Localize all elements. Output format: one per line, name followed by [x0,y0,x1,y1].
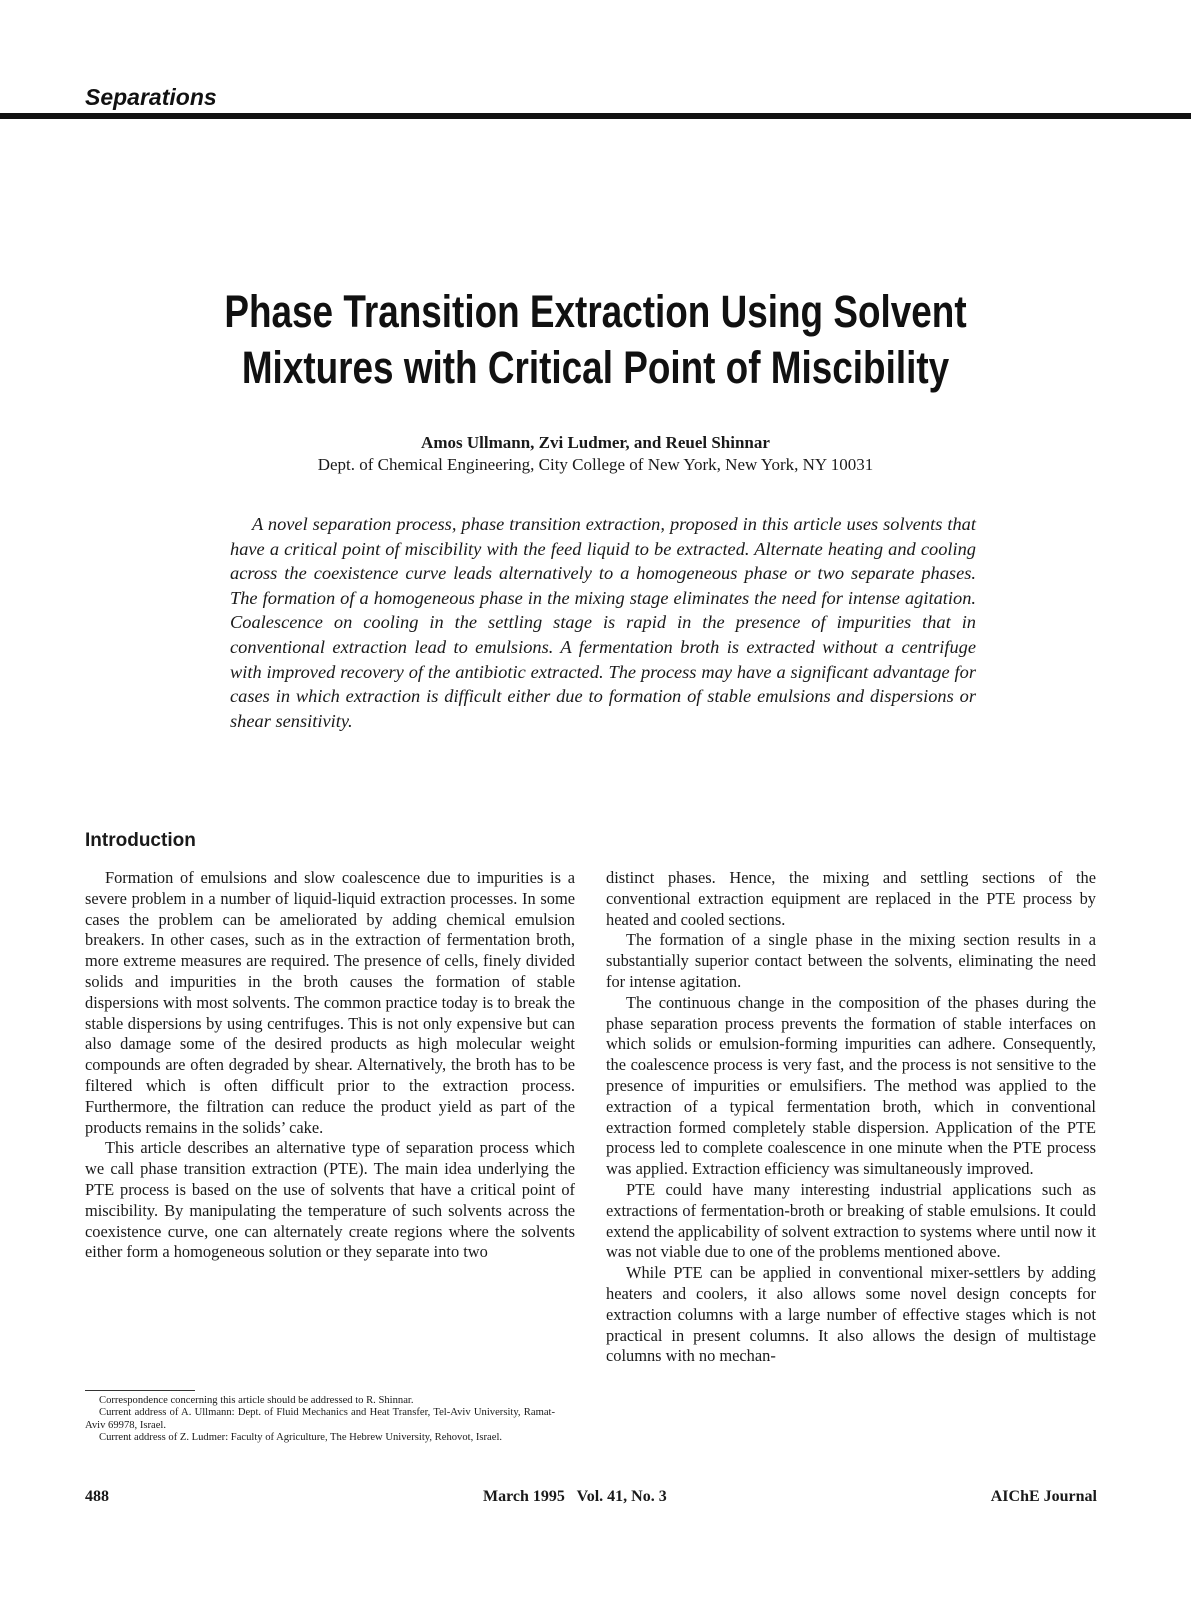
section-label: Separations [85,84,217,110]
left-column [85,868,575,1263]
body-paragraph: The continuous change in the composition of the phases during the phase separation process prevents the formation of stable interfaces on which solids or emulsion-forming impurities can adhere. Consequently, the coalescence process is very fast, and the process is not sensitive to the presence of impurities or emulsifiers. The method was applied to the extraction of a typical fermentation broth, which in conventional extraction formed completely stable dispersion. Application of the PTE process led to complete coalescence in one minute when the PTE process was applied. Extraction efficiency was simultaneously improved. [606,992,1096,1179]
header-rule [0,113,1191,119]
journal-name: AIChE Journal [990,1488,1097,1505]
body-paragraph: Formation of emulsions and slow coalescence due to impurities is a severe problem in a number of liquid-liquid extraction processes. In some cases the problem can be ameliorated by adding chemical emulsion breakers. In other cases, such as in the extraction of fermentation broth, more extreme measures are required. The presence of cells, finely divided solids and impurities in the broth causes the formation of stable dispersions with most solvents. The common practice today is to break the stable dispersions by using centrifuges. This is not only expensive but can also damage some of the desired products as high molecular weight compounds are often degraded by shear. Alternatively, the broth has to be filtered which is often difficult prior to the extraction process. Furthermore, the filtration can reduce the product yield as part of the products remains in the solids’ cake. [85,868,575,1137]
footnote: Current address of A. Ullmann: Dept. of Fluid Mechanics and Heat Transfer, Tel-Aviv University, Ramat-Aviv 69978, Israel. [85,1407,555,1431]
body-paragraph: While PTE can be applied in conventional mixer-settlers by adding heaters and coolers, it also allows some novel design concepts for extraction columns with a large number of effective stages which is not practical in present columns. It also allows the design of multistage columns with no mechan- [606,1263,1096,1366]
affiliation: Dept. of Chemical Engineering, City College of New York, New York, NY 10031 [317,455,874,474]
page-number: 488 [85,1488,109,1505]
body-paragraph: distinct phases. Hence, the mixing and settling sections of the conventional extraction equipment are replaced in the PTE process by heated and cooled sections. [606,868,1096,929]
footnote-rule [85,1390,195,1391]
article-title [189,284,1002,396]
abstract: A novel separation process, phase transition extraction, proposed in this article uses solvents that have a critical point of miscibility with the feed liquid to be extracted. Alternate heating and cooling across the coexistence curve leads alternatively to a homogeneous phase or two separate phases. The formation of a homogeneous phase in the mixing stage eliminates the need for intense agitation. Coalescence on cooling in the settling stage is rapid in the presence of impurities that in conventional extraction lead to emulsions. A fermentation broth is extracted without a centrifuge with improved recovery of the antibiotic extracted. The process may have a significant advantage for cases in which extraction is difficult either due to formation of stable emulsions and dispersions or shear sensitivity. [230,514,976,731]
footnote: Correspondence concerning this article should be addressed to R. Shinnar. [99,1395,414,1406]
authors: Amos Ullmann, Zvi Ludmer, and Reuel Shinnar [421,433,770,452]
issue-date-volume: March 1995 Vol. 41, No. 3 [483,1488,667,1505]
body-paragraph: PTE could have many interesting industrial applications such as extractions of fermentation-broth or breaking of stable emulsions. It could extend the applicability of solvent extraction to systems where until now it was not viable due to one of the problems mentioned above. [606,1179,1096,1262]
body-paragraph: This article describes an alternative type of separation process which we call phase transition extraction (PTE). The main idea underlying the PTE process is based on the use of solvents that have a critical point of miscibility. By manipulating the temperature of such solvents across the coexistence curve, one can alternately create regions where the solvents either form a homogeneous solution or they separate into two [85,1138,575,1262]
footnote: Current address of Z. Ludmer: Faculty of Agriculture, The Hebrew University, Rehovot, Israel. [99,1432,503,1444]
footnotes [85,1395,555,1445]
title-line-1: Phase Transition Extraction Using Solvent [224,286,967,337]
introduction-heading: Introduction [85,830,196,851]
title-line-2: Mixtures with Critical Point of Miscibility [241,342,950,393]
body-paragraph: The formation of a single phase in the mixing section results in a substantially superior contact between the solvents, eliminating the need for intense agitation. [606,930,1096,991]
right-column [606,868,1096,1367]
